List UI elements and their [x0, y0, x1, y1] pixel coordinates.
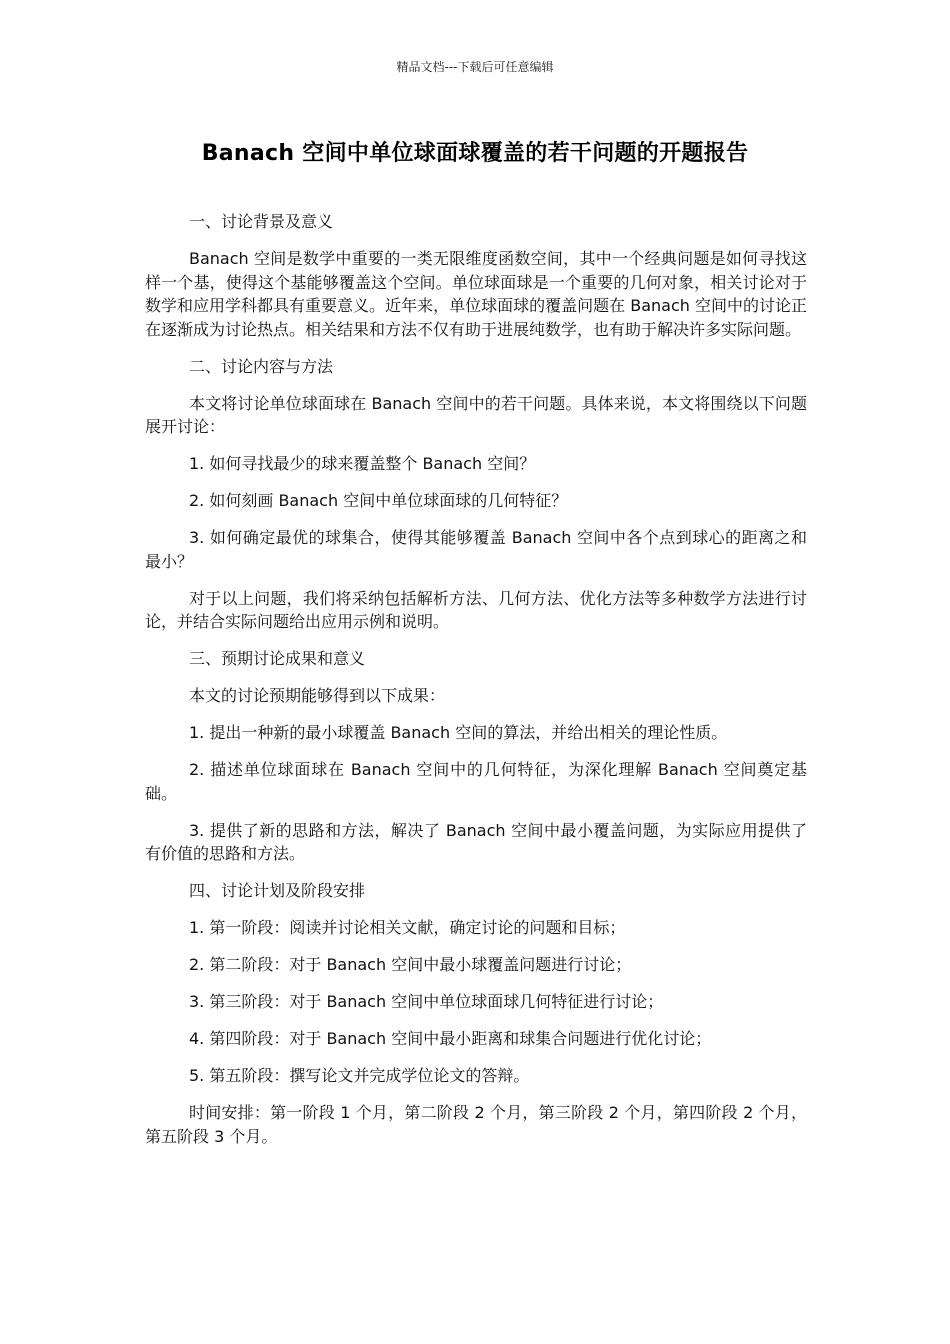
list-item: 4. 第四阶段：对于 Banach 空间中最小距离和球集合问题进行优化讨论； [189, 1029, 712, 1048]
list-item: 1. 如何寻找最少的球来覆盖整个 Banach 空间？ [189, 454, 536, 473]
paragraph: 本文将讨论单位球面球在 Banach 空间中的若干问题。具体来说，本文将围绕以下问题展开讨论： [145, 393, 807, 436]
section-heading-background: 一、讨论背景及意义 [189, 212, 334, 231]
paragraph: 本文的讨论预期能够得到以下成果： [189, 686, 446, 705]
list-item: 1. 提出一种新的最小球覆盖 Banach 空间的算法，并给出相关的理论性质。 [189, 723, 728, 742]
paragraph: Banach 空间是数学中重要的一类无限维度函数空间，其中一个经典问题是如何寻找这样一个基，使得这个基能够覆盖这个空间。单位球面球是一个重要的几何对象，相关讨论对于数学和应用学科都具有重要意义。近年来，单位球面球的覆盖问题在 Banach 空间中的讨论正在逐渐成为讨论热点。相关结果和方法不仅有助于进展纯数学，也有助于解决许多实际问题。 [145, 249, 807, 339]
list-item: 2. 描述单位球面球在 Banach 空间中的几何特征，为深化理解 Banach 空间奠定基础。 [145, 760, 807, 803]
list-item: 5. 第五阶段：撰写论文并完成学位论文的答辩。 [189, 1066, 530, 1085]
list-item: 3. 如何确定最优的球集合，使得其能够覆盖 Banach 空间中各个点到球心的距离之和最小？ [145, 528, 807, 571]
section-heading-content: 二、讨论内容与方法 [189, 356, 334, 376]
paragraph: 时间安排：第一阶段 1 个月，第二阶段 2 个月，第三阶段 2 个月，第四阶段 2 个月，第五阶段 3 个月。 [145, 1103, 807, 1146]
document-title: Banach 空间中单位球面球覆盖的若干问题的开题报告 [201, 141, 749, 166]
page-header: 精品文档---下载后可任意编辑 [396, 60, 554, 74]
document-body [145, 210, 807, 1148]
list-item: 3. 提供了新的思路和方法，解决了 Banach 空间中最小覆盖问题，为实际应用提供了有价值的思路和方法。 [145, 820, 807, 863]
section-heading-plan: 四、讨论计划及阶段安排 [189, 881, 366, 900]
list-item: 3. 第三阶段：对于 Banach 空间中单位球面球几何特征进行讨论； [189, 992, 664, 1011]
list-item: 2. 第二阶段：对于 Banach 空间中最小球覆盖问题进行讨论； [189, 955, 632, 974]
list-item: 2. 如何刻画 Banach 空间中单位球面球的几何特征？ [189, 491, 568, 510]
section-heading-results: 三、预期讨论成果和意义 [189, 649, 366, 668]
paragraph: 对于以上问题，我们将采纳包括解析方法、几何方法、优化方法等多种数学方法进行讨论，并结合实际问题给出应用示例和说明。 [145, 588, 807, 631]
list-item: 1. 第一阶段：阅读并讨论相关文献，确定讨论的问题和目标； [189, 918, 626, 937]
